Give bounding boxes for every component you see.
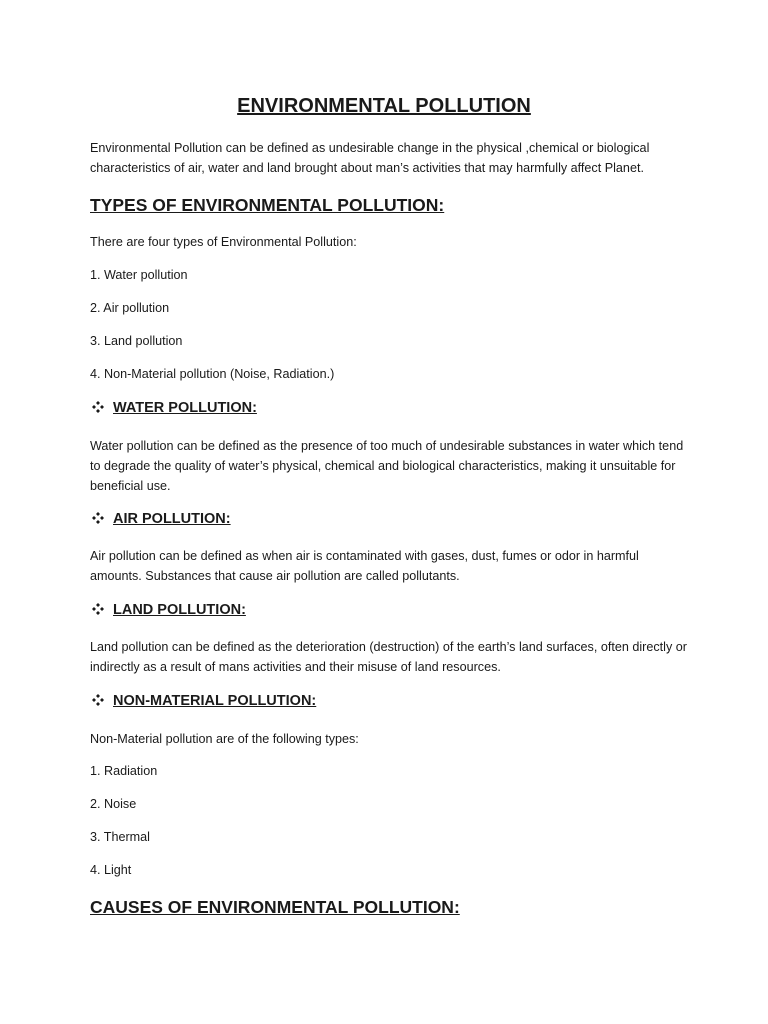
- land-heading-label: LAND POLLUTION:: [113, 602, 246, 618]
- nonmaterial-heading: [92, 693, 316, 709]
- four-diamond-bullet-icon: [92, 603, 104, 615]
- four-diamond-bullet-icon: [92, 401, 104, 413]
- four-diamond-bullet-icon: [92, 512, 104, 524]
- four-diamond-bullet-icon: [92, 694, 104, 706]
- nonmaterial-lead: Non-Material pollution are of the following types:: [90, 732, 359, 746]
- air-paragraph: Air pollution can be defined as when air is contaminated with gases, dust, fumes or odor in harmful amounts. Substances that cause air pollution are called pollutants.: [90, 549, 639, 583]
- air-heading-label: AIR POLLUTION:: [113, 511, 231, 527]
- types-heading: TYPES OF ENVIRONMENTAL POLLUTION:: [90, 195, 445, 215]
- water-paragraph: Water pollution can be defined as the presence of too much of undesirable substances in water which tend to degrade the quality of water’s physical, chemical and biological characteristics, making it unsuitable for beneficial use.: [90, 439, 684, 493]
- page-title: ENVIRONMENTAL POLLUTION: [237, 95, 531, 117]
- nonmaterial-item-3: 3. Thermal: [90, 830, 150, 844]
- nonmaterial-item-2: 2. Noise: [90, 797, 137, 811]
- nonmaterial-item-4: 4. Light: [90, 863, 132, 877]
- types-item-2: 2. Air pollution: [90, 301, 170, 315]
- land-heading: [92, 602, 246, 618]
- water-heading: [92, 400, 257, 416]
- water-heading-label: WATER POLLUTION:: [113, 400, 257, 416]
- types-item-1: 1. Water pollution: [90, 268, 188, 282]
- types-item-3: 3. Land pollution: [90, 334, 183, 348]
- air-heading: [92, 511, 231, 527]
- nonmaterial-heading-label: NON-MATERIAL POLLUTION:: [113, 693, 317, 709]
- intro-paragraph: Environmental Pollution can be defined as undesirable change in the physical ,chemical or biological characteristics of air, water and land brought about man’s activities that may harmfully affect Planet.: [90, 141, 650, 175]
- causes-heading: CAUSES OF ENVIRONMENTAL POLLUTION:: [90, 897, 460, 917]
- types-item-4: 4. Non-Material pollution (Noise, Radiation.): [90, 367, 335, 381]
- types-lead: There are four types of Environmental Pollution:: [90, 235, 357, 249]
- nonmaterial-item-1: 1. Radiation: [90, 764, 158, 778]
- land-paragraph: Land pollution can be defined as the deterioration (destruction) of the earth’s land surfaces, often directly or indirectly as a result of mans activities and their misuse of land resources.: [90, 640, 687, 674]
